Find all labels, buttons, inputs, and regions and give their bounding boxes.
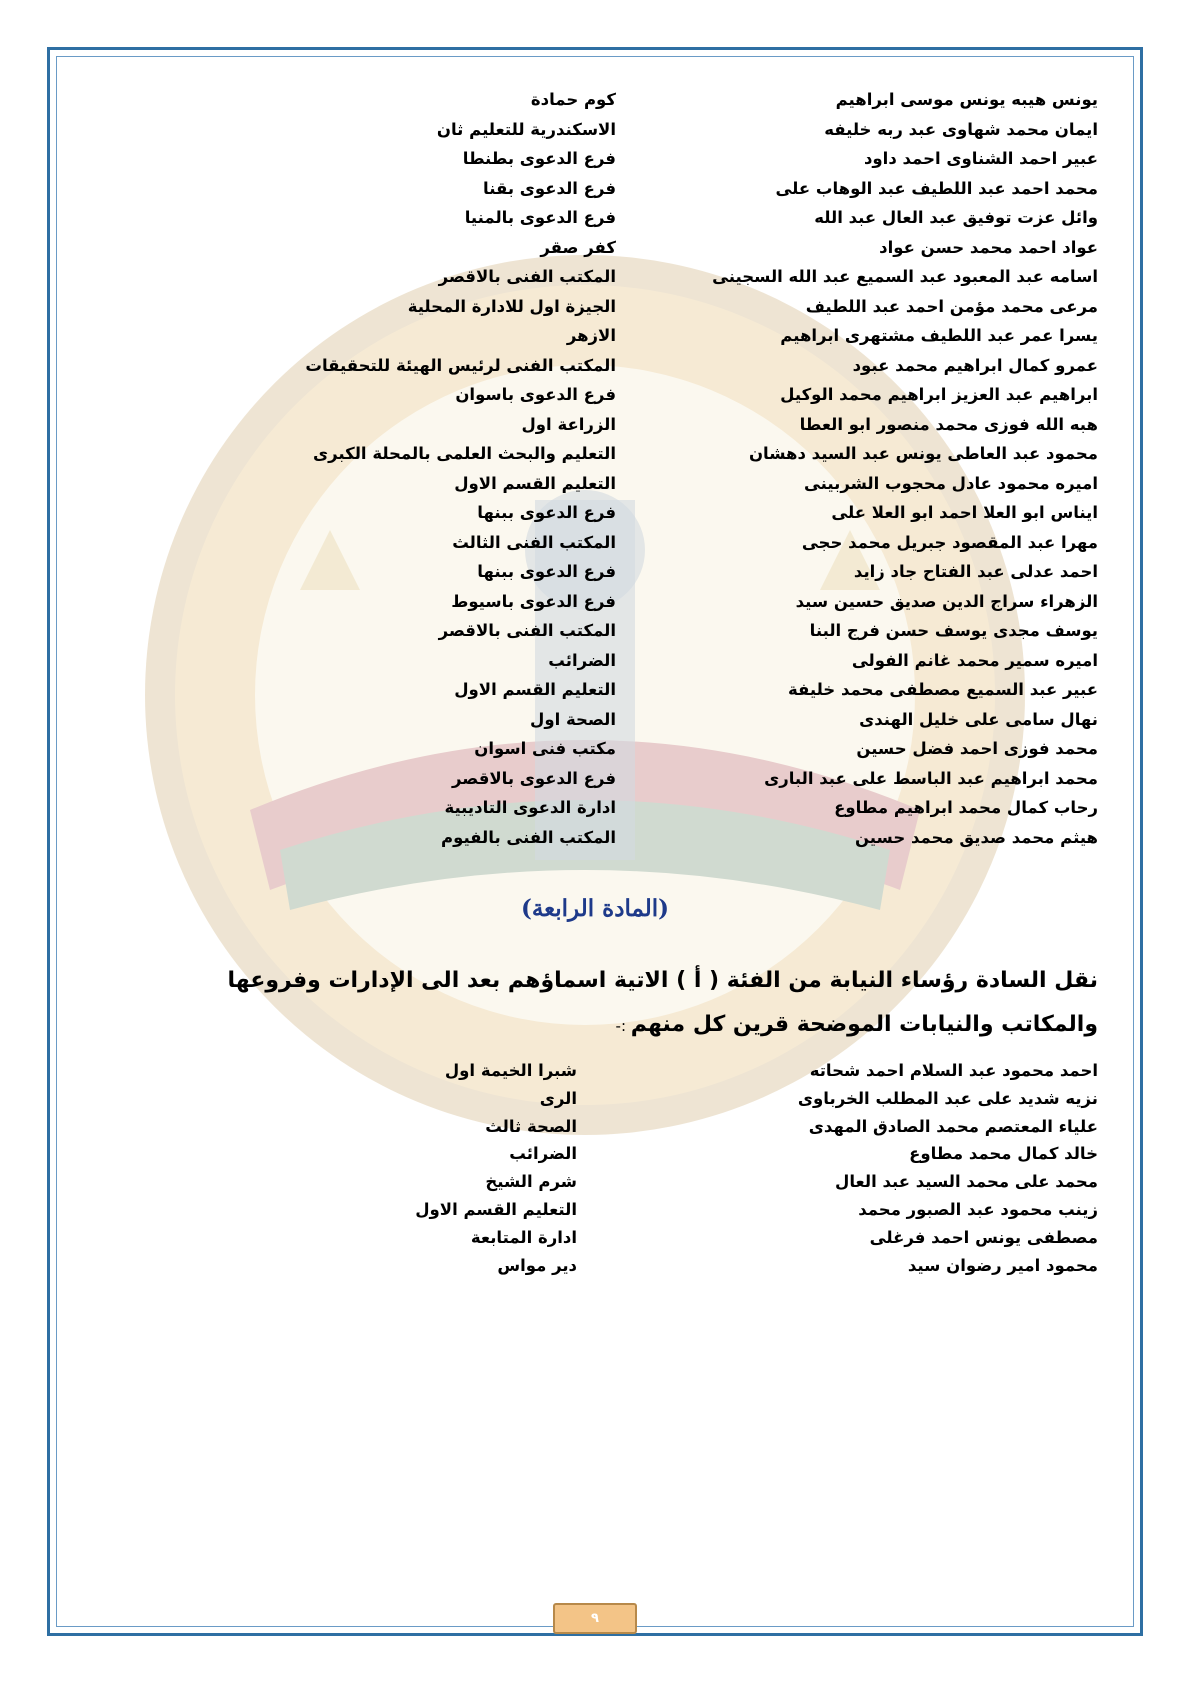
list-item — [0, 440, 1190, 467]
list-item — [0, 499, 1190, 526]
list-item — [0, 263, 1190, 290]
assigned-office: الضرائب — [548, 650, 616, 670]
person-name: محمد احمد عبد اللطيف عبد الوهاب على — [775, 178, 1098, 198]
assigned-office: المكتب الفنى بالفيوم — [441, 827, 616, 847]
assigned-office: كفر صقر — [540, 237, 616, 257]
person-name: محمد ابراهيم عبد الباسط على عبد البارى — [764, 768, 1098, 788]
assigned-office: الاسكندرية للتعليم ثان — [436, 119, 616, 139]
assigned-office: الجيزة اول للادارة المحلية — [407, 296, 616, 316]
assigned-office: الصحة ثالث — [485, 1116, 577, 1136]
assigned-office: مكتب فنى اسوان — [474, 739, 616, 758]
list-item — [0, 588, 1190, 615]
list-item — [0, 676, 1190, 703]
list-item — [0, 234, 1190, 261]
assigned-office: فرع الدعوى باسيوط — [451, 591, 616, 611]
person-name: ابراهيم عبد العزيز ابراهيم محمد الوكيل — [780, 385, 1098, 404]
list-item — [0, 470, 1190, 497]
assigned-office: التعليم القسم الاول — [454, 680, 616, 699]
person-name: يسرا عمر عبد اللطيف مشتهرى ابراهيم — [780, 326, 1098, 345]
paragraph-line-2-text: والمكاتب والنيابات الموضحة قرين كل منهم — [630, 1012, 1098, 1037]
assigned-office: فرع الدعوى بالاقصر — [452, 768, 616, 788]
list-item — [0, 1057, 1190, 1084]
assigned-office: ادارة المتابعة — [470, 1227, 577, 1247]
list-item — [0, 824, 1190, 851]
person-name: هيثم محمد صديق محمد حسين — [854, 827, 1098, 847]
person-name: اسامه عبد المعبود عبد السميع عبد الله السجينى — [712, 267, 1098, 286]
person-name: احمد محمود عبد السلام احمد شحاته — [809, 1061, 1098, 1080]
list-item — [0, 735, 1190, 762]
list-item — [0, 1085, 1190, 1112]
assigned-office: فرع الدعوى بطنطا — [462, 149, 616, 168]
list-item — [0, 352, 1190, 379]
person-name: عبير احمد الشناوى احمد داود — [863, 149, 1098, 168]
list-item — [0, 1140, 1190, 1167]
person-name: محمود عبد العاطى يونس عبد السيد دهشان — [748, 444, 1098, 463]
assigned-office: المكتب الفنى بالاقصر — [438, 621, 616, 640]
person-name: محمد فوزى احمد فضل حسين — [856, 739, 1098, 758]
paragraph-line-1: نقل السادة رؤساء النيابة من الفئة ( أ ) الاتية اسماؤهم بعد الى الإدارات وفروعها — [227, 968, 1098, 993]
person-name: محمد على محمد السيد عبد العال — [835, 1172, 1098, 1192]
assigned-office: شبرا الخيمة اول — [444, 1061, 577, 1080]
person-name: مرعى محمد مؤمن احمد عبد اللطيف — [805, 296, 1098, 316]
section-title: (المادة الرابعة) — [520, 895, 670, 922]
page-number-badge: ٩ — [553, 1603, 637, 1634]
list-item — [0, 175, 1190, 202]
assigned-office: التعليم القسم الاول — [454, 473, 616, 493]
list-item — [0, 1113, 1190, 1140]
person-name: يونس هيبه يونس موسى ابراهيم — [835, 90, 1098, 109]
person-name: اميره سمير محمد غانم الفولى — [851, 650, 1098, 670]
paragraph-line-2 — [616, 1012, 1098, 1037]
person-name: نهال سامى على خليل الهندى — [859, 709, 1098, 729]
assigned-office: المكتب الفنى لرئيس الهيئة للتحقيقات — [305, 355, 616, 375]
list-item — [0, 765, 1190, 792]
assigned-office: ادارة الدعوى التاديبية — [444, 798, 616, 817]
assigned-office: الصحة اول — [530, 709, 616, 729]
assigned-office: المكتب الفنى بالاقصر — [438, 267, 616, 286]
list-item — [0, 794, 1190, 821]
list-item — [0, 706, 1190, 733]
assigned-office: الضرائب — [509, 1144, 577, 1164]
person-name: اميره محمود عادل محجوب الشربينى — [803, 473, 1098, 493]
person-name: خالد كمال محمد مطاوع — [909, 1144, 1098, 1164]
list-item — [0, 1196, 1190, 1223]
person-name: نزيه شديد على عبد المطلب الخرباوى — [797, 1088, 1098, 1108]
person-name: احمد عدلى عبد الفتاح جاد زايد — [853, 562, 1098, 581]
person-name: هبه الله فوزى محمد منصور ابو العطا — [799, 414, 1098, 434]
assigned-office: الرى — [539, 1088, 577, 1108]
list-item — [0, 116, 1190, 143]
list-item — [0, 558, 1190, 585]
assigned-office: المكتب الفنى الثالث — [452, 532, 616, 552]
person-name: وائل عزت توفيق عبد العال عبد الله — [814, 208, 1098, 227]
list-item — [0, 293, 1190, 320]
assigned-office: شرم الشيخ — [485, 1172, 577, 1192]
person-name: علياء المعتصم محمد الصادق المهدى — [808, 1116, 1098, 1136]
person-name: عبير عبد السميع مصطفى محمد خليفة — [787, 680, 1098, 699]
list-item — [0, 322, 1190, 349]
person-name: عمرو كمال ابراهيم محمد عبود — [852, 355, 1098, 375]
assigned-office: كوم حمادة — [530, 90, 616, 109]
person-name: مصطفى يونس احمد فرغلى — [869, 1227, 1098, 1247]
person-name: رحاب كمال محمد ابراهيم مطاوع — [834, 798, 1098, 817]
person-name: مهرا عبد المقصود جبريل محمد حجى — [801, 532, 1098, 552]
assigned-office: التعليم والبحث العلمى بالمحلة الكبرى — [313, 444, 616, 463]
list-item — [0, 1168, 1190, 1195]
list-item — [0, 617, 1190, 644]
list-item — [0, 145, 1190, 172]
person-name: زينب محمود عبد الصبور محمد — [858, 1200, 1098, 1219]
list-item — [0, 381, 1190, 408]
person-name: ايمان محمد شهاوى عبد ربه خليفه — [824, 119, 1098, 139]
list-item — [0, 647, 1190, 674]
person-name: عواد احمد محمد حسن عواد — [879, 237, 1098, 257]
person-name: محمود امير رضوان سيد — [907, 1255, 1098, 1275]
person-name: الزهراء سراج الدين صديق حسين سيد — [795, 591, 1098, 611]
assigned-office: فرع الدعوى باسوان — [455, 385, 616, 404]
list-item — [0, 204, 1190, 231]
list-item — [0, 1252, 1190, 1279]
list-item — [0, 529, 1190, 556]
list-item — [0, 411, 1190, 438]
assigned-office: فرع الدعوى ببنها — [477, 503, 616, 522]
assigned-office: فرع الدعوى ببنها — [477, 562, 616, 581]
paragraph-suffix: :- — [615, 1017, 631, 1035]
assigned-office: فرع الدعوى بقنا — [483, 178, 616, 198]
person-name: يوسف مجدى يوسف حسن فرج البنا — [809, 621, 1098, 640]
assigned-office: فرع الدعوى بالمنيا — [464, 208, 616, 227]
assigned-office: دير مواس — [497, 1255, 577, 1275]
assigned-office: الازهر — [566, 326, 616, 345]
list-item — [0, 1224, 1190, 1251]
assigned-office: التعليم القسم الاول — [415, 1200, 577, 1219]
assigned-office: الزراعة اول — [521, 414, 616, 434]
list-item — [0, 86, 1190, 113]
person-name: ايناس ابو العلا احمد ابو العلا على — [831, 503, 1098, 522]
